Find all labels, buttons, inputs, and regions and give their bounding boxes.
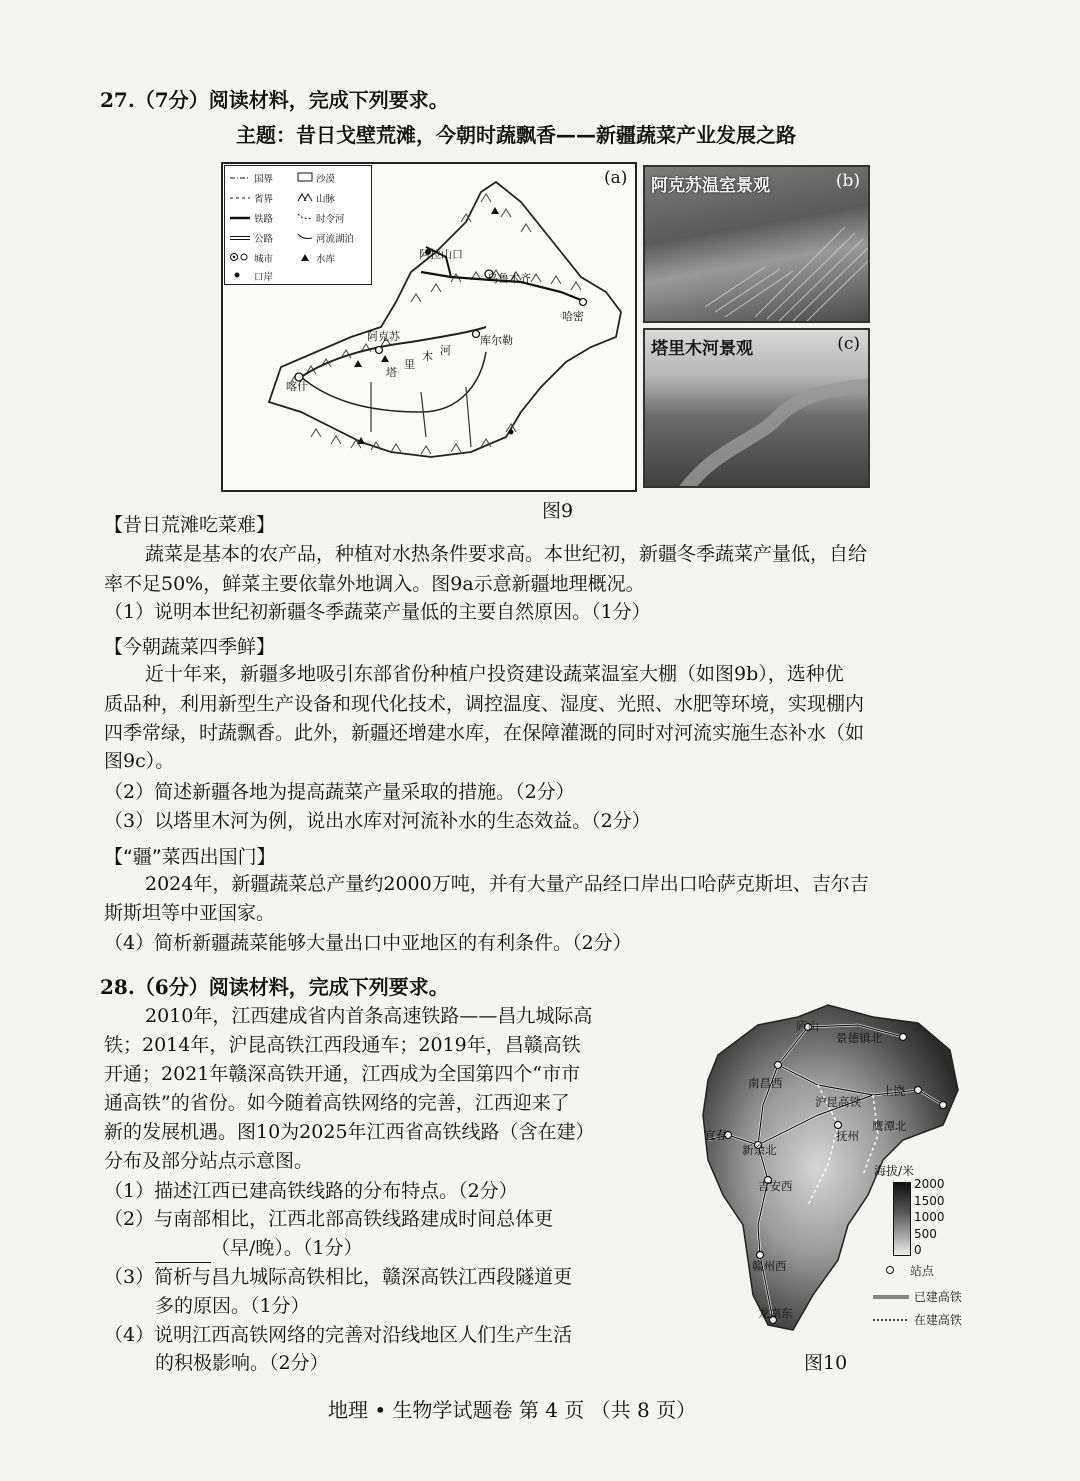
legend-mountain-label: 山脉 [316, 194, 336, 205]
reservoir-icon [297, 252, 313, 262]
q27-sub-1: （1）说明本世纪初新疆冬季蔬菜产量低的主要自然原因。（1分） [104, 601, 651, 623]
legend-province-label: 省界 [254, 194, 274, 205]
q28-sub-2-line-2 [155, 1233, 363, 1263]
legend-port-item [229, 269, 273, 283]
elevation-tick-500: 500 [914, 1226, 937, 1241]
figure-10-caption: 图10 [804, 1352, 848, 1374]
section-1-para-line-1: 蔬菜是基本的农产品，种植对水热条件要求高。本世纪初，新疆冬季蔬菜产量低，自给 [145, 543, 868, 565]
jx-label-yichun: 宜春 [704, 1128, 727, 1142]
section-1-title: 【昔日荒滩吃菜难】 [104, 514, 276, 536]
legend-province-item [229, 191, 273, 205]
q28-sub-2-line-1: （2）与南部相比，江西北部高铁线路建成时间总体更 [104, 1208, 554, 1230]
q28-para-line-1: 2010年，江西建成省内首条高速铁路——昌九城际高 [145, 1005, 593, 1027]
jx-label-nanchang: 南昌西 [748, 1076, 783, 1090]
jx-label-lushan: 庐山 [796, 1019, 819, 1033]
fig9a-letter: (a) [604, 168, 628, 188]
photo-9c-title: 塔里木河景观 [651, 339, 753, 359]
legend-station-item [884, 1262, 934, 1279]
answer-blank[interactable] [155, 1244, 211, 1263]
legend-port-label: 口岸 [254, 272, 274, 283]
legend-built-label: 已建高铁 [913, 1290, 962, 1304]
q28-sub-4-line-1: （4）说明江西高铁网络的完善对沿线地区人们生产生活 [104, 1324, 573, 1346]
elevation-color-bar [893, 1182, 911, 1256]
q28-para-line-6: 分布及部分站点示意图。 [104, 1150, 314, 1172]
legend-desert-label: 沙漠 [316, 174, 336, 185]
legend-highway-label: 公路 [254, 234, 274, 245]
jx-label-ganzhou: 赣州西 [752, 1259, 787, 1273]
photo-9b-letter: (b) [835, 171, 860, 191]
border-line-icon [229, 174, 251, 182]
jx-label-xinyu: 新余北 [742, 1143, 777, 1157]
elevation-tick-0: 0 [914, 1243, 922, 1257]
map-label-kashgar: 喀什 [286, 380, 308, 393]
jx-label-hukun: 沪昆高铁 [815, 1095, 861, 1109]
map-label-tarim-1: 塔 [386, 366, 397, 379]
q28-sub-3-line-1: （3）简析与昌九城际高铁相比，赣深高铁江西段隧道更 [104, 1266, 573, 1288]
legend-mountain-item [297, 191, 335, 205]
railway-line-icon [229, 214, 251, 222]
map-label-tarim-3: 木 [422, 350, 433, 363]
section-3-para-line-1: 2024年，新疆蔬菜总产量约2000万吨，并有大量产品经口岸出口哈萨克斯坦、吉尔吉 [145, 873, 869, 895]
figure-9-caption: 图9 [542, 500, 574, 522]
elevation-tick-1500: 1500 [914, 1193, 945, 1208]
map-label-tarim-2: 里 [404, 358, 415, 371]
map-label-korla: 库尔勒 [480, 334, 513, 347]
legend-building-item [872, 1311, 962, 1328]
q27-sub-2: （2）简述新疆各地为提高蔬菜产量采取的措施。（2分） [104, 781, 575, 803]
legend-river-lake-label: 河流湖泊 [316, 234, 355, 245]
legend-railway-item [229, 211, 273, 225]
jx-label-jingdezhen: 景德镇北 [836, 1031, 882, 1045]
seasonal-river-icon [297, 212, 313, 222]
legend-river-lake-item [297, 231, 354, 245]
legend-reservoir-label: 水库 [316, 254, 336, 265]
section-2-para-line-1: 近十年来，新疆多地吸引东部省份种植户投资建设蔬菜温室大棚（如图9b），选种优 [145, 663, 844, 685]
q27-header: 27.（7分）阅读材料，完成下列要求。 [100, 88, 449, 112]
q27-theme: 主题：昔日戈壁荒滩，今朝时蔬飘香——新疆蔬菜产业发展之路 [236, 123, 796, 147]
q27-sub-4: （4）简析新疆蔬菜能够大量出口中亚地区的有利条件。（2分） [104, 932, 632, 954]
jx-label-yingtan: 鹰潭北 [872, 1119, 907, 1133]
map-label-tarim-4: 河 [440, 344, 451, 357]
elevation-ticks [914, 1176, 945, 1259]
q28-sub-4-line-2: 的积极影响。（2分） [155, 1352, 329, 1374]
photo-9b-title: 阿克苏温室景观 [651, 176, 770, 196]
legend-border-item [229, 171, 273, 185]
q28-para-line-5: 新的发展机遇。图10为2025年江西省高铁线路（含在建） [104, 1121, 595, 1143]
legend-desert-item [297, 171, 335, 185]
q28-para-line-3: 开通；2021年赣深高铁开通，江西成为全国第四个“市市 [104, 1063, 581, 1085]
photo-9c-tarim-river [643, 328, 870, 488]
section-2-title: 【今朝蔬菜四季鲜】 [104, 636, 276, 658]
photo-9c-letter: (c) [837, 334, 860, 354]
q28-para-line-4: 通高铁”的省份。如今随着高铁网络的完善，江西迎来了 [104, 1092, 570, 1114]
section-2-para-line-4: 图9c）。 [104, 750, 175, 772]
jx-label-shangrao: 上饶 [882, 1084, 905, 1098]
q28-para-line-2: 铁；2014年，沪昆高铁江西段通车；2019年，昌赣高铁 [104, 1034, 581, 1056]
legend-highway-item [229, 231, 273, 245]
station-icon [884, 1265, 898, 1275]
q28-sub-1: （1）描述江西已建高铁线路的分布特点。（2分） [104, 1180, 518, 1202]
legend-station-label: 站点 [909, 1264, 934, 1278]
jx-label-fuzhou: 抚州 [836, 1129, 859, 1143]
photo-9b-greenhouse [643, 165, 870, 323]
page-footer: 地理 • 生物学试题卷 第 4 页 （共 8 页） [328, 1398, 697, 1422]
desert-box-icon [297, 172, 313, 182]
section-3-para-line-2: 斯斯坦等中亚国家。 [104, 902, 276, 924]
legend-seasonal-river-label: 时令河 [316, 214, 345, 225]
highway-line-icon [229, 234, 251, 242]
section-3-title: 【“疆”菜西出国门】 [104, 846, 276, 868]
river-lake-icon [297, 232, 313, 242]
legend-railway-label: 铁路 [254, 214, 274, 225]
legend-city-label: 城市 [254, 254, 274, 265]
legend-built-item [872, 1288, 962, 1305]
elevation-tick-2000: 2000 [914, 1177, 945, 1191]
section-2-para-line-3: 四季常绿，时蔬飘香。此外，新疆还增建水库，在保障灌溉的同时对河流实施生态补水（如 [104, 722, 865, 744]
map-label-aksu: 阿克苏 [367, 330, 400, 343]
elevation-legend-title: 海拔/米 [874, 1164, 915, 1178]
map-label-urumqi: 乌鲁木齐 [487, 272, 531, 285]
city-icon [229, 252, 251, 262]
map-label-alashan-port: 阿拉山口 [419, 248, 463, 261]
legend-seasonal-river-item [297, 211, 345, 225]
map-label-hami: 哈密 [562, 310, 584, 323]
legend-city-item [229, 251, 273, 265]
q27-sub-3: （3）以塔里木河为例，说出水库对河流补水的生态效益。（2分） [104, 810, 651, 832]
legend-building-label: 在建高铁 [913, 1313, 962, 1327]
province-line-icon [229, 194, 251, 202]
section-1-para-line-2: 率不足50%，鲜菜主要依靠外地调入。图9a示意新疆地理概况。 [104, 573, 645, 595]
legend-reservoir-item [297, 251, 335, 265]
built-rail-icon [872, 1293, 910, 1301]
section-2-para-line-2: 质品种，利用新型生产设备和现代化技术，调控温度、湿度、光照、水肥等环境，实现棚内 [104, 693, 865, 715]
q28-sub-2-suffix: （早/晚）。（1分） [211, 1237, 363, 1259]
legend-border-label: 国界 [254, 174, 274, 185]
q28-sub-3-line-2: 多的原因。（1分） [155, 1295, 310, 1317]
jx-label-ji-an: 吉安西 [758, 1179, 793, 1193]
building-rail-icon [872, 1316, 910, 1324]
fig9a-legend [224, 165, 372, 285]
jx-label-longnan: 龙南东 [758, 1306, 793, 1320]
elevation-tick-1000: 1000 [914, 1210, 945, 1224]
port-icon [229, 270, 251, 280]
mountain-icon [297, 192, 313, 202]
q28-header: 28.（6分）阅读材料，完成下列要求。 [100, 975, 449, 999]
